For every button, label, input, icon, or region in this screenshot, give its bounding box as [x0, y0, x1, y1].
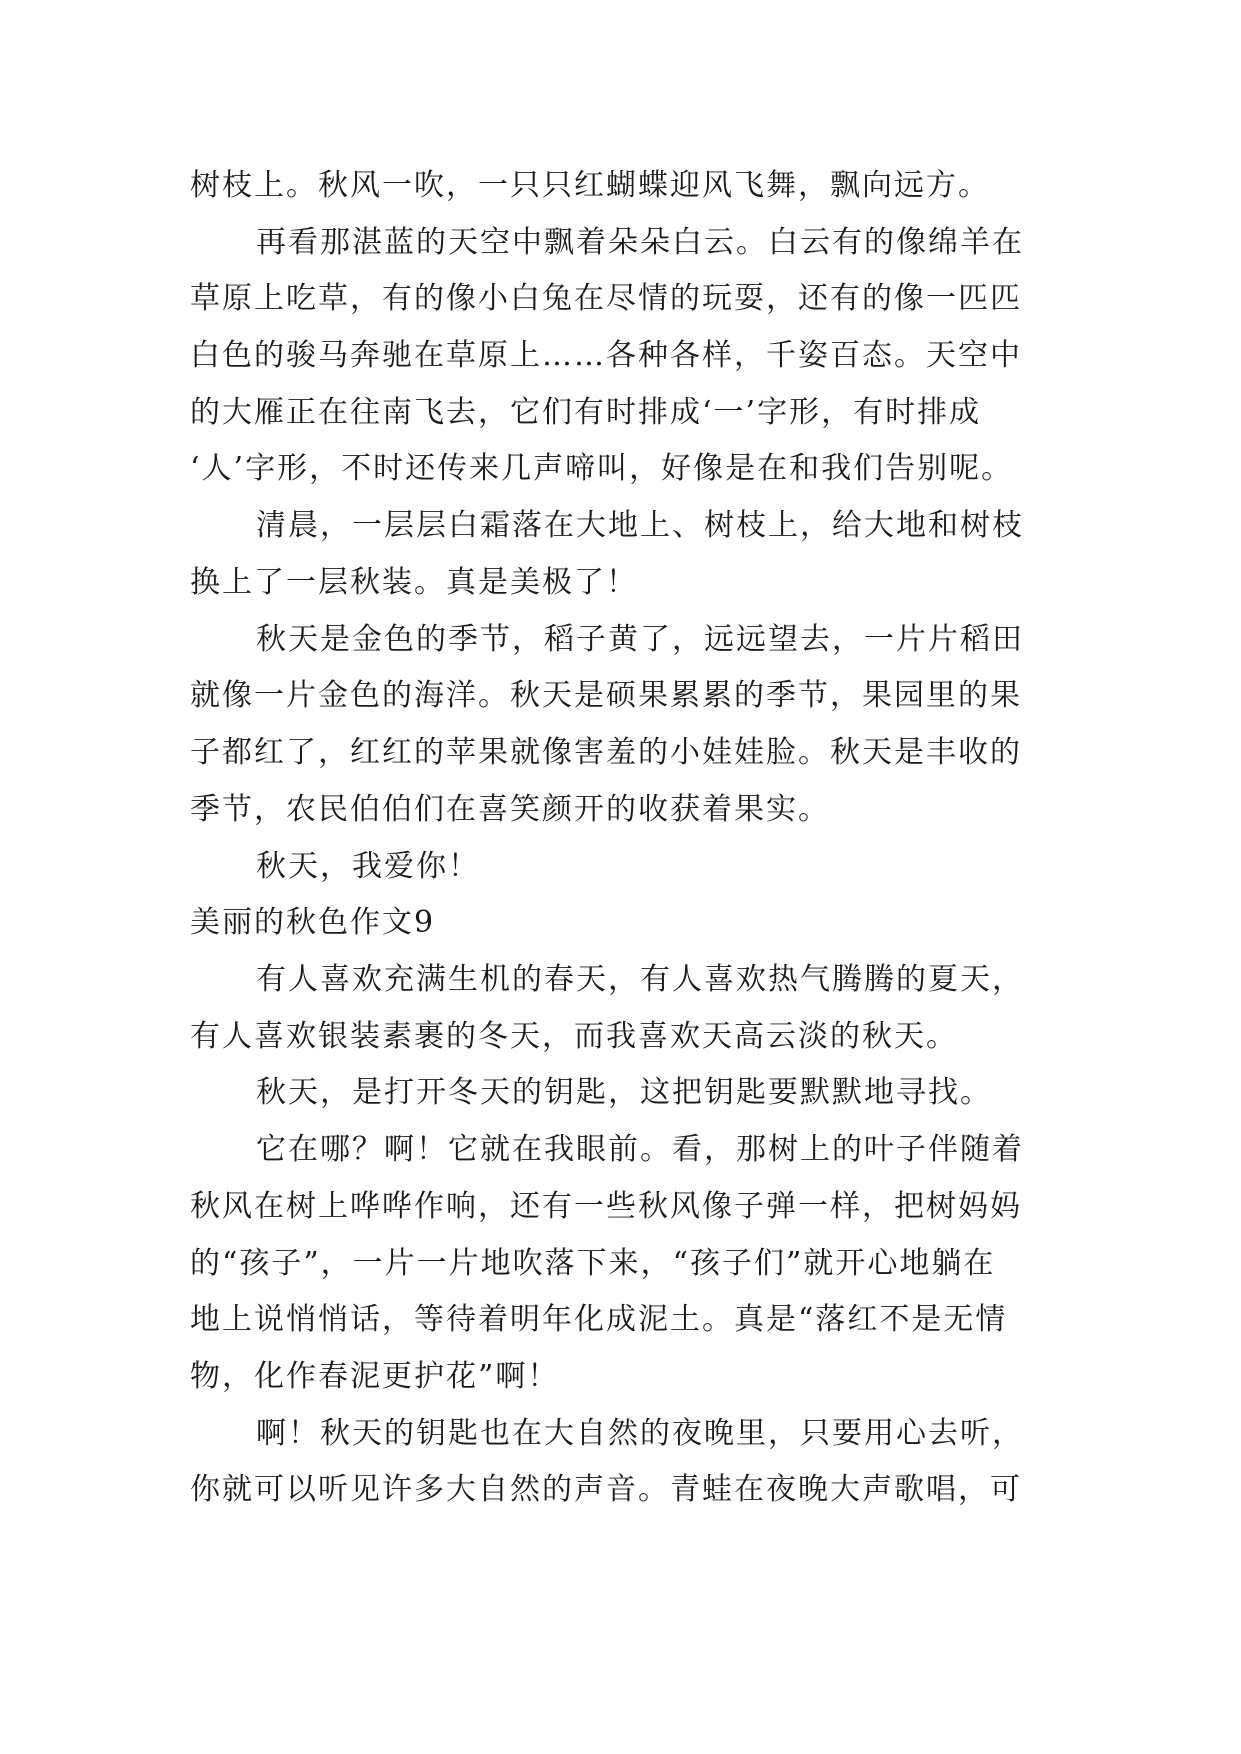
text-line: 白色的骏马奔驰在草原上……各种各样，千姿百态。天空中 — [190, 338, 1022, 373]
text-line: 再看那湛蓝的天空中飘着朵朵白云。白云有的像绵羊在 — [256, 225, 1024, 260]
text-line: 清晨，一层层白霜落在大地上、树枝上，给大地和树枝 — [256, 508, 1024, 543]
text-line: 的大雁正在往南飞去，它们有时排成‘一’字形，有时排成 — [190, 395, 982, 430]
text-line: 物，化作春泥更护花”啊！ — [190, 1359, 560, 1394]
text-line: 就像一片金色的海洋。秋天是硕果累累的季节，果园里的果 — [190, 678, 1022, 713]
text-line: 地上说悄悄话，等待着明年化成泥土。真是“落红不是无情 — [190, 1302, 1008, 1337]
text-line: 秋天是金色的季节，稻子黄了，远远望去，一片片稻田 — [256, 622, 1024, 657]
text-line: 它在哪？啊！它就在我眼前。看，那树上的叶子伴随着 — [256, 1132, 1024, 1167]
text-line: 啊！秋天的钥匙也在大自然的夜晚里，只要用心去听， — [256, 1416, 1024, 1451]
text-line: 季节，农民伯伯们在喜笑颜开的收获着果实。 — [190, 792, 830, 827]
text-line: 你就可以听见许多大自然的声音。青蛙在夜晚大声歌唱，可 — [190, 1472, 1022, 1507]
text-line: 秋天，我爱你！ — [256, 849, 480, 884]
text-line: 秋风在树上哗哗作响，还有一些秋风像子弹一样，把树妈妈 — [190, 1189, 1022, 1224]
text-line: 有人喜欢银装素裹的冬天，而我喜欢天高云淡的秋天。 — [190, 1019, 958, 1054]
text-line: 有人喜欢充满生机的春天，有人喜欢热气腾腾的夏天， — [256, 962, 1024, 997]
text-line: 草原上吃草，有的像小白兔在尽情的玩耍，还有的像一匹匹 — [190, 281, 1022, 316]
text-line: 树枝上。秋风一吹，一只只红蝴蝶迎风飞舞，飘向远方。 — [190, 168, 990, 203]
text-line: 秋天，是打开冬天的钥匙，这把钥匙要默默地寻找。 — [256, 1075, 992, 1110]
text-line: 的“孩子”，一片一片地吹落下来，“孩子们”就开心地躺在 — [190, 1246, 996, 1281]
text-line: ‘人’字形，不时还传来几声啼叫，好像是在和我们告别呢。 — [190, 451, 1014, 486]
section-heading: 美丽的秋色作文9 — [190, 905, 436, 940]
text-line: 换上了一层秋装。真是美极了！ — [190, 565, 638, 600]
text-line: 子都红了，红红的苹果就像害羞的小娃娃脸。秋天是丰收的 — [190, 735, 1022, 770]
